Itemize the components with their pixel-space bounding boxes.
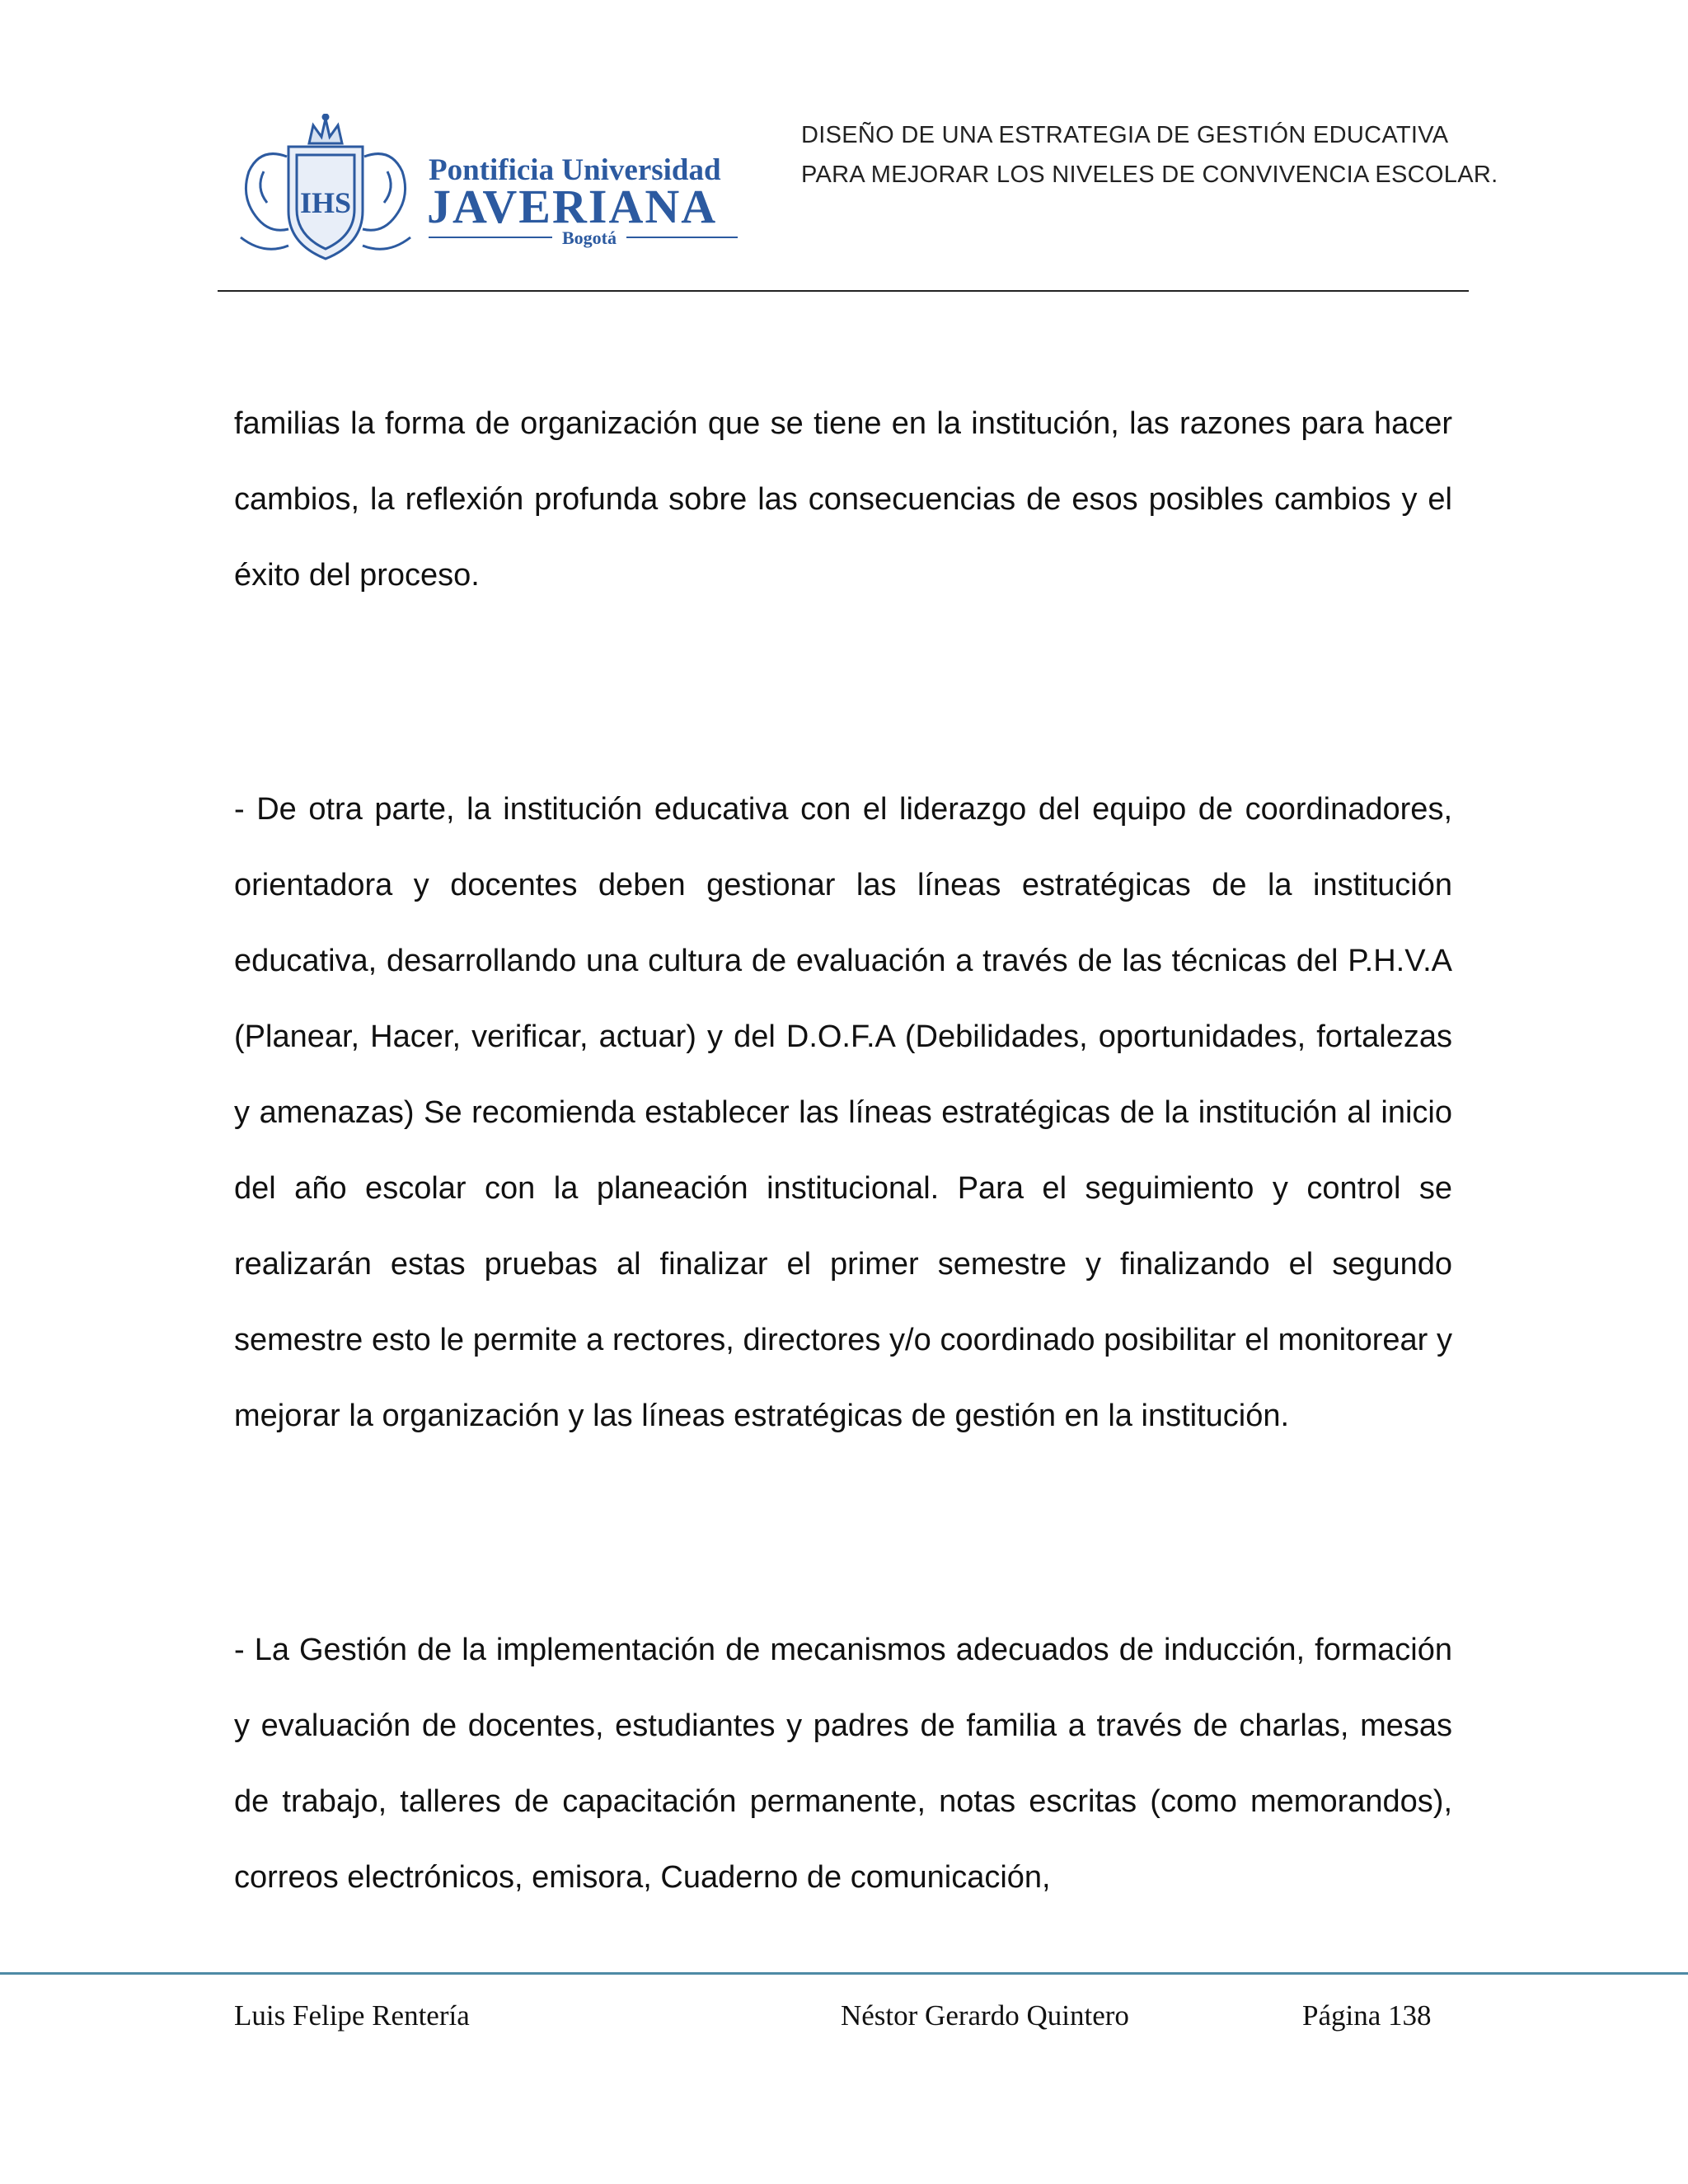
logo-line2: JAVERIANA — [427, 180, 718, 233]
header-title-line2: PARA MEJORAR LOS NIVELES DE CONVIVENCIA ESCOLAR. — [801, 162, 1498, 188]
university-logo — [231, 114, 742, 264]
crest-monogram: IHS — [299, 186, 352, 219]
logo-line3: Bogotá — [562, 227, 617, 248]
header-title-line1: DISEÑO DE UNA ESTRATEGIA DE GESTIÓN EDUCATIVA — [801, 122, 1449, 148]
body-text — [234, 386, 1452, 1915]
page-number: Página 138 — [1302, 1999, 1432, 2032]
paragraph: familias la forma de organización que se tiene en la institución, las razones para hacer cambios, la reflexión profunda sobre las consecuencias de esos posibles cambios y el éxito del proceso. — [234, 406, 1452, 593]
document-header-title — [801, 115, 1510, 194]
logo-line1: Pontificia Universidad — [429, 153, 721, 187]
paragraph: - De otra parte, la institución educativa con el liderazgo del equipo de coordinadores, orientadora y docentes deben gestionar las líneas estratégicas de la institución educativa, desarrollando una cultura de evaluación a través de las técnicas del P.H.V.A (Planear, Hacer, verificar, actuar) y del D.O.F.A (Debilidades, oportunidades, fortalezas y amenazas) Se recomienda establecer las líneas estratégicas de la institución al inicio del año escolar con la planeación institucional. Para el seguimiento y control se realizarán estas pruebas al finalizar el primer semestre y finalizando el segundo semestre esto le permite a rectores, directores y/o coordinado posibilitar el monitorear y mejorar la organización y las líneas estratégicas de gestión en la institución. — [234, 792, 1452, 1433]
footer-author-2: Néstor Gerardo Quintero — [841, 1999, 1129, 2032]
header-divider — [218, 290, 1469, 292]
footer-author-1: Luis Felipe Rentería — [234, 1999, 470, 2032]
footer-divider — [0, 1972, 1688, 1975]
paragraph: - La Gestión de la implementación de mecanismos adecuados de inducción, formación y evaluación de docentes, estudiantes y padres de familia a través de charlas, mesas de trabajo, talleres de capacitación permanente, notas escritas (como memorandos), correos electrónicos, emisora, Cuaderno de comunicación, — [234, 1633, 1452, 1895]
